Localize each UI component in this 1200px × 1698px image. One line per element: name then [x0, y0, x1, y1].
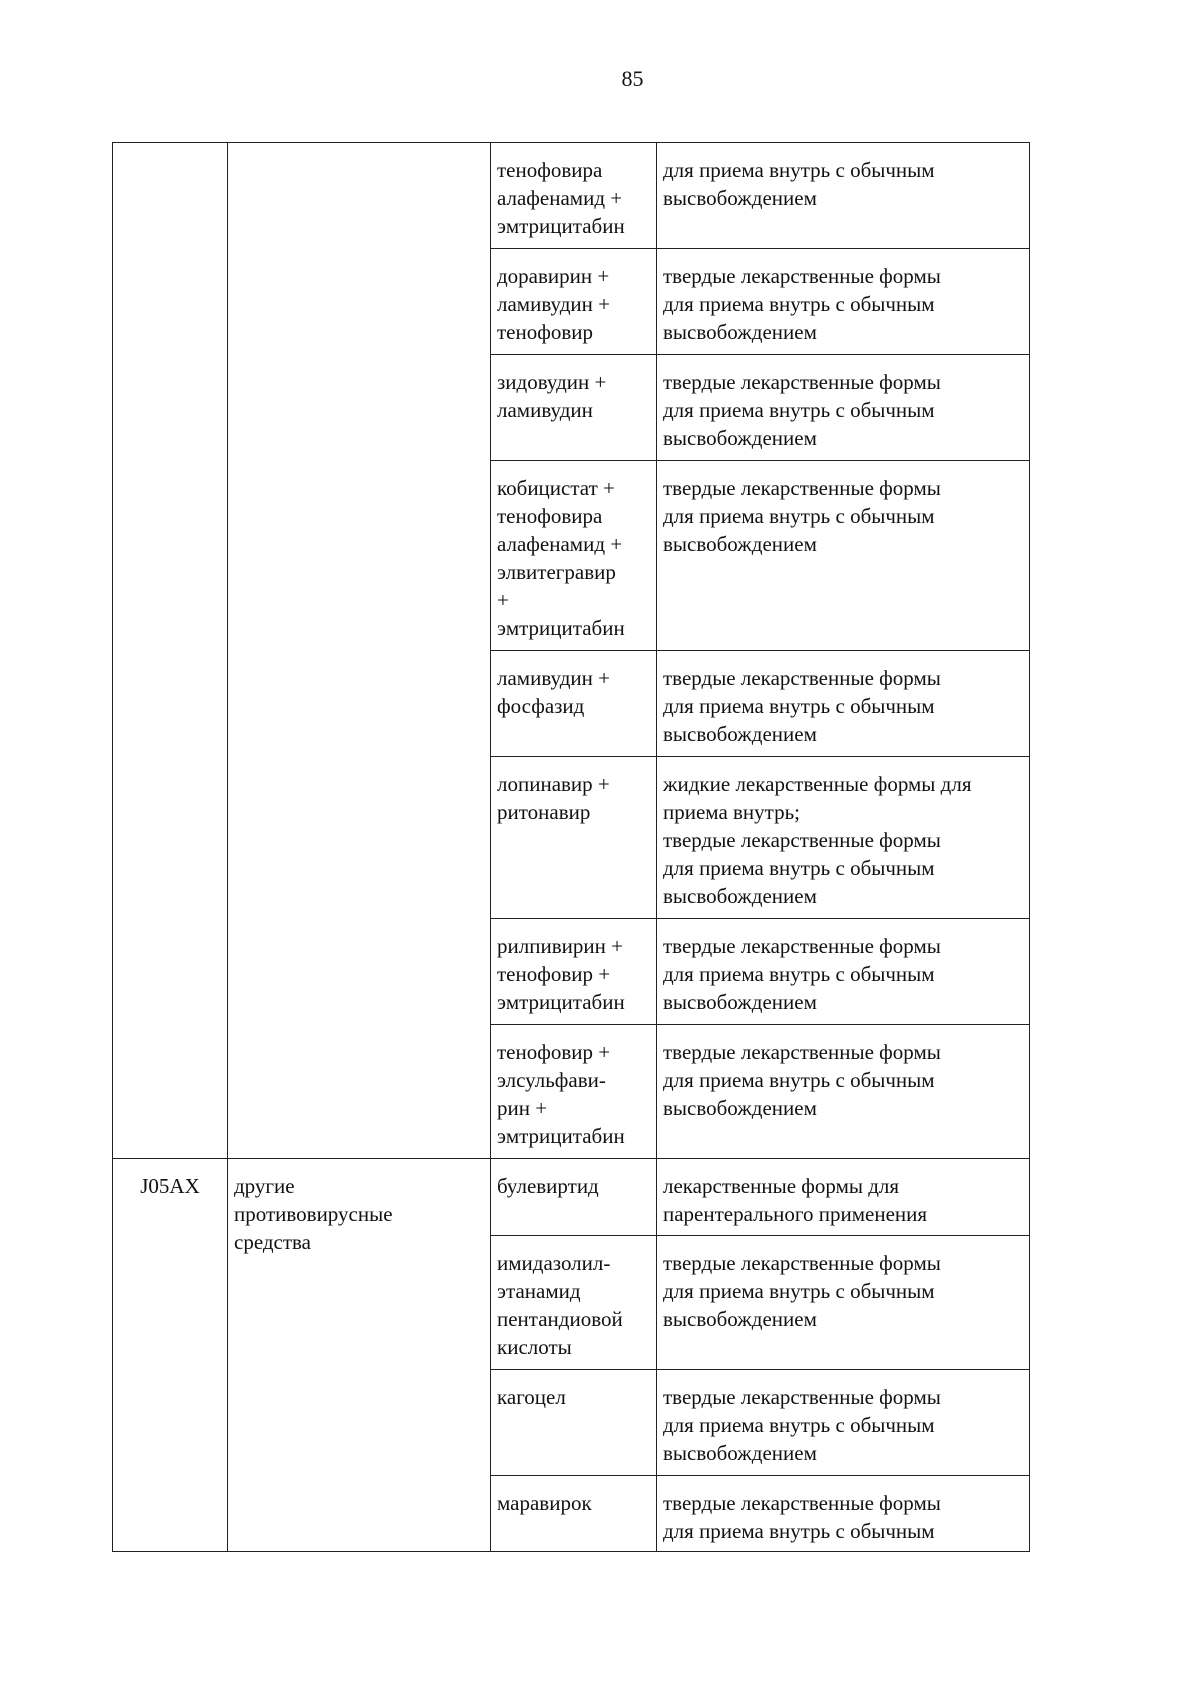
dosage-form-cell: твердые лекарственные формы для приема внутрь с обычным	[657, 1476, 1030, 1552]
dosage-form-cell: твердые лекарственные формы для приема внутрь с обычным высвобождением	[657, 249, 1030, 355]
dosage-form-cell: твердые лекарственные формы для приема внутрь с обычным высвобождением	[657, 919, 1030, 1025]
drug-name-cell: маравирок	[491, 1476, 657, 1552]
atc-group-cell	[228, 143, 491, 1159]
dosage-form-cell: твердые лекарственные формы для приема внутрь с обычным высвобождением	[657, 1025, 1030, 1159]
drug-name-cell: булевиртид	[491, 1159, 657, 1236]
drug-name-cell: лопинавир + ритонавир	[491, 757, 657, 919]
dosage-form-cell: твердые лекарственные формы для приема внутрь с обычным высвобождением	[657, 461, 1030, 651]
dosage-form-cell: твердые лекарственные формы для приема внутрь с обычным высвобождением	[657, 651, 1030, 757]
dosage-form-cell: лекарственные формы для парентерального применения	[657, 1159, 1030, 1236]
dosage-form-cell: твердые лекарственные формы для приема внутрь с обычным высвобождением	[657, 1370, 1030, 1476]
atc-group-cell: другие противовирусные средства	[228, 1159, 491, 1552]
page-number: 85	[621, 66, 644, 91]
table-row	[113, 143, 1030, 249]
dosage-form-cell: твердые лекарственные формы для приема внутрь с обычным высвобождением	[657, 1236, 1030, 1370]
drug-name-cell: рилпивирин + тенофовир + эмтрицитабин	[491, 919, 657, 1025]
drug-name-cell: ламивудин + фосфазид	[491, 651, 657, 757]
drug-name-cell: зидовудин + ламивудин	[491, 355, 657, 461]
drug-name-cell: имидазолил- этанамид пентандиовой кислоты	[491, 1236, 657, 1370]
drug-name-cell: кагоцел	[491, 1370, 657, 1476]
atc-code-cell: J05AX	[113, 1159, 228, 1552]
drug-table	[112, 142, 1030, 1552]
drug-name-cell: тенофовира алафенамид + эмтрицитабин	[491, 143, 657, 249]
drug-name-cell: кобицистат + тенофовира алафенамид + элвитегравир + эмтрицитабин	[491, 461, 657, 651]
dosage-form-cell: твердые лекарственные формы для приема внутрь с обычным высвобождением	[657, 355, 1030, 461]
dosage-form-cell: для приема внутрь с обычным высвобождением	[657, 143, 1030, 249]
drug-name-cell: доравирин + ламивудин + тенофовир	[491, 249, 657, 355]
table-row	[113, 1159, 1030, 1236]
atc-code-cell	[113, 143, 228, 1159]
drug-name-cell: тенофовир + элсульфави- рин + эмтрицитабин	[491, 1025, 657, 1159]
dosage-form-cell: жидкие лекарственные формы для приема внутрь; твердые лекарственные формы для приема внутрь с обычным высвобождением	[657, 757, 1030, 919]
